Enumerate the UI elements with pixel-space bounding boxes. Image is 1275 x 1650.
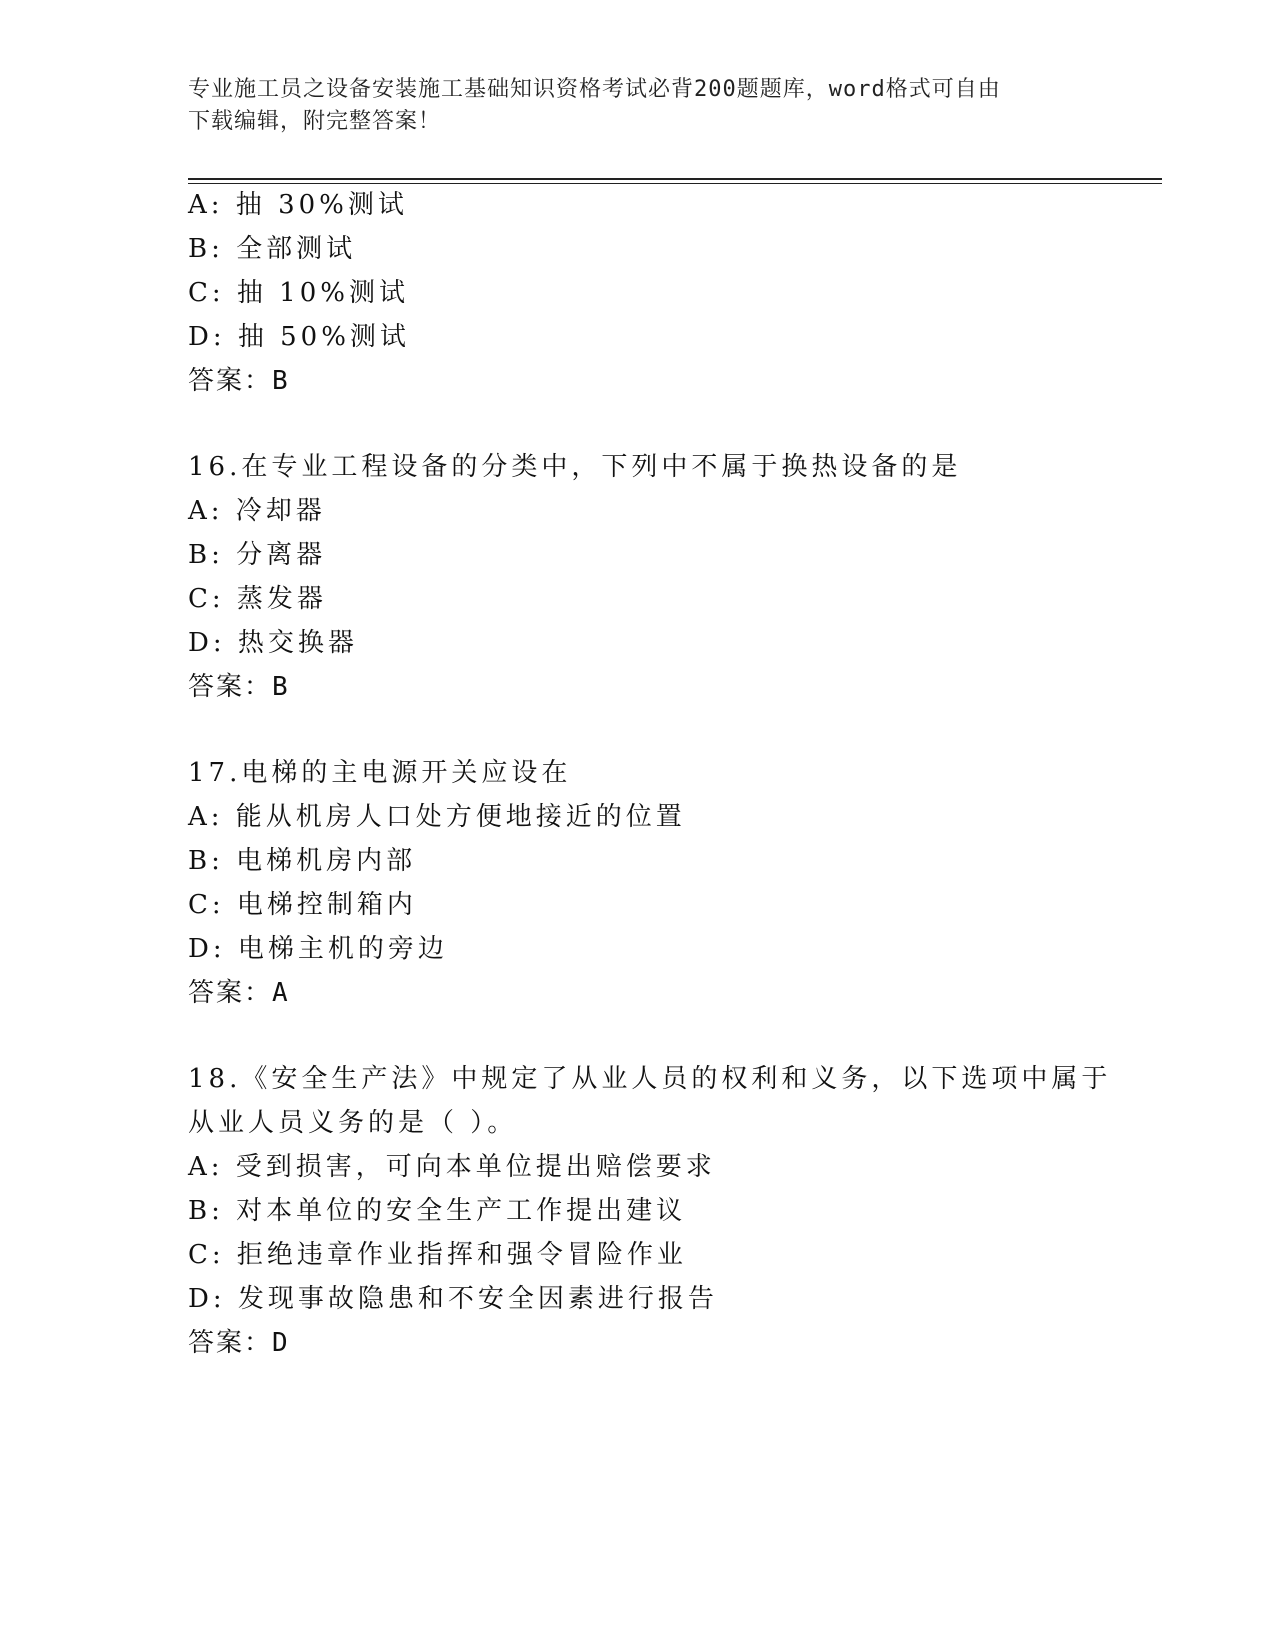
q17-answer	[188, 976, 290, 1010]
answer-label: 答案：	[188, 1328, 273, 1358]
q18-question-line-1: 18.《安全生产法》中规定了从业人员的权利和义务，以下选项中属于	[188, 1064, 1112, 1094]
q15-option-a: A: 抽 30%测试	[188, 190, 408, 220]
q16-question: 16.在专业工程设备的分类中，下列中不属于换热设备的是	[188, 452, 962, 482]
q17-option-d: D: 电梯主机的旁边	[188, 934, 448, 964]
answer-value: B	[272, 366, 290, 396]
header-divider-thin	[188, 183, 1162, 184]
q18-option-d: D: 发现事故隐患和不安全因素进行报告	[188, 1284, 718, 1314]
answer-value: A	[272, 978, 290, 1008]
answer-value: B	[272, 672, 290, 702]
header-line-2: 下载编辑，附完整答案！	[188, 109, 442, 134]
document-header	[188, 74, 1068, 138]
q18-option-c: C: 拒绝违章作业指挥和强令冒险作业	[188, 1240, 687, 1270]
q18-option-b: B: 对本单位的安全生产工作提出建议	[188, 1196, 687, 1226]
q18-option-a: A: 受到损害，可向本单位提出赔偿要求	[188, 1152, 716, 1182]
header-divider	[188, 178, 1162, 180]
q15-option-d: D: 抽 50%测试	[188, 322, 410, 352]
header-line-1: 专业施工员之设备安装施工基础知识资格考试必背200题题库，word格式可自由	[188, 77, 1001, 102]
q17-option-a: A: 能从机房人口处方便地接近的位置	[188, 802, 686, 832]
q16-option-d: D: 热交换器	[188, 628, 358, 658]
q16-option-a: A: 冷却器	[188, 496, 326, 526]
q18-answer	[188, 1326, 290, 1360]
answer-label: 答案：	[188, 366, 273, 396]
q15-option-b: B: 全部测试	[188, 234, 357, 264]
q17-question: 17.电梯的主电源开关应设在	[188, 758, 572, 788]
q15-answer	[188, 364, 290, 398]
q16-answer	[188, 670, 290, 704]
q16-option-b: B: 分离器	[188, 540, 327, 570]
q18-question-line-2: 从业人员义务的是（ ）。	[188, 1108, 518, 1138]
q17-option-b: B: 电梯机房内部	[188, 846, 417, 876]
q15-option-c: C: 抽 10%测试	[188, 278, 409, 308]
q17-option-c: C: 电梯控制箱内	[188, 890, 417, 920]
answer-value: D	[272, 1328, 290, 1358]
q16-option-c: C: 蒸发器	[188, 584, 327, 614]
answer-label: 答案：	[188, 978, 273, 1008]
answer-label: 答案：	[188, 672, 273, 702]
